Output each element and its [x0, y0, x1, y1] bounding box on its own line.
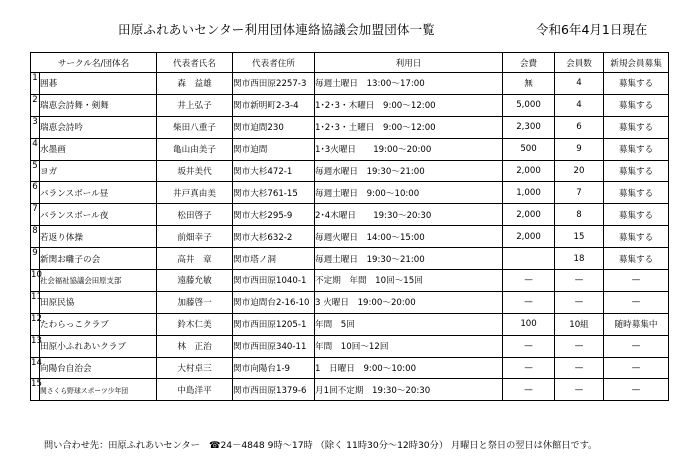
fee: — — [503, 291, 555, 313]
member-count: 10組 — [555, 313, 604, 335]
recruit-status: — — [604, 357, 669, 379]
row-number: 6 — [31, 182, 40, 204]
schedule: 毎週水曜日 19:30～21:00 — [315, 160, 503, 182]
table-row — [31, 94, 669, 116]
row-number: 3 — [31, 116, 40, 138]
fee: 2,000 — [503, 226, 555, 248]
recruit-status: — — [604, 335, 669, 357]
group-name: 田原小ふれあいクラブ — [40, 335, 157, 357]
fee: 無 — [503, 73, 555, 95]
fee: 1,000 — [503, 182, 555, 204]
group-name: 向陽台自治会 — [40, 357, 157, 379]
representative: 加藤啓一 — [157, 291, 233, 313]
table-row — [31, 357, 669, 379]
recruit-status: 募集する — [604, 248, 669, 270]
fee — [503, 248, 555, 270]
table-row — [31, 226, 669, 248]
column-header-members: 会員数 — [555, 53, 604, 73]
table-row — [31, 379, 669, 401]
row-number: 8 — [31, 226, 40, 248]
row-number: 13 — [31, 335, 40, 357]
fee: 2,300 — [503, 116, 555, 138]
member-count: 8 — [555, 204, 604, 226]
column-header-rep: 代表者氏名 — [157, 53, 233, 73]
group-roster-table — [30, 52, 669, 401]
group-name: 若返り体操 — [40, 226, 157, 248]
address: 関市西田原1040-1 — [233, 270, 315, 292]
group-name: 水墨画 — [40, 138, 157, 160]
schedule: 1 日曜日 9:00～10:00 — [315, 357, 503, 379]
row-number: 5 — [31, 160, 40, 182]
member-count: — — [555, 291, 604, 313]
fee: 100 — [503, 313, 555, 335]
table-row — [31, 335, 669, 357]
address: 関市西田原340-11 — [233, 335, 315, 357]
column-header-name: サークル名/団体名 — [31, 53, 157, 73]
table-row — [31, 73, 669, 95]
row-number: 12 — [31, 313, 40, 335]
column-header-schedule: 利用日 — [315, 53, 503, 73]
address: 関市大杉632-2 — [233, 226, 315, 248]
table-header — [31, 53, 669, 73]
schedule: 毎週火曜日 14:00～15:00 — [315, 226, 503, 248]
member-count: 4 — [555, 73, 604, 95]
representative: 井上弘子 — [157, 94, 233, 116]
representative: 大村卓三 — [157, 357, 233, 379]
representative: 中島洋平 — [157, 379, 233, 401]
schedule: 年間 10回～12回 — [315, 335, 503, 357]
group-name: 新関お囃子の会 — [40, 248, 157, 270]
recruit-status: 募集する — [604, 160, 669, 182]
row-number: 9 — [31, 248, 40, 270]
member-count: 15 — [555, 226, 604, 248]
group-name: 瑞恵会詩舞・剣舞 — [40, 94, 157, 116]
column-header-address: 代表者住所 — [233, 53, 315, 73]
recruit-status: 募集する — [604, 73, 669, 95]
recruit-status: 募集する — [604, 226, 669, 248]
group-name: 関さくら野球スポーツ少年団 — [40, 379, 157, 401]
member-count: — — [555, 270, 604, 292]
schedule: 毎週土曜日 9:00～10:00 — [315, 182, 503, 204]
group-name: たわらっこクラブ — [40, 313, 157, 335]
member-count: — — [555, 357, 604, 379]
as-of-date: 令和6年4月1日現在 — [536, 22, 648, 37]
group-name: ヨガ — [40, 160, 157, 182]
schedule: 毎週土曜日 19:30～21:00 — [315, 248, 503, 270]
member-count: 20 — [555, 160, 604, 182]
row-number: 2 — [31, 94, 40, 116]
group-name: バランスボール昼 — [40, 182, 157, 204]
recruit-status: 募集する — [604, 204, 669, 226]
fee: 2,000 — [503, 160, 555, 182]
recruit-status: — — [604, 270, 669, 292]
fee: 5,000 — [503, 94, 555, 116]
contact-footer: 問い合わせ先：田原ふれあいセンター ☎24－4848 9時～17時 （除く 11時30分～12時30分） 月曜日と祭日の翌日は休館日です。 — [44, 440, 598, 451]
recruit-status: 募集する — [604, 116, 669, 138]
column-header-fee: 会費 — [503, 53, 555, 73]
representative: 高井 章 — [157, 248, 233, 270]
table-row — [31, 291, 669, 313]
address: 関市西田原1379-6 — [233, 379, 315, 401]
schedule: 1･2･3・土曜日 9:00～12:00 — [315, 116, 503, 138]
row-number: 15 — [31, 379, 40, 401]
recruit-status: 募集する — [604, 138, 669, 160]
representative: 林 正治 — [157, 335, 233, 357]
group-name: バランスボール夜 — [40, 204, 157, 226]
address: 関市塔ノ洞 — [233, 248, 315, 270]
schedule: 年間 5回 — [315, 313, 503, 335]
member-count: 6 — [555, 116, 604, 138]
representative: 遠藤允敏 — [157, 270, 233, 292]
fee: 2,000 — [503, 204, 555, 226]
row-number: 1 — [31, 73, 40, 95]
address: 関市向陽台1-9 — [233, 357, 315, 379]
recruit-status: — — [604, 379, 669, 401]
address: 関市迫間台2-16-10 — [233, 291, 315, 313]
address: 関市大杉472-1 — [233, 160, 315, 182]
table-row — [31, 248, 669, 270]
address: 関市迫間 — [233, 138, 315, 160]
fee: — — [503, 357, 555, 379]
table-row — [31, 138, 669, 160]
address: 関市迫間230 — [233, 116, 315, 138]
group-name: 瑞恵会詩吟 — [40, 116, 157, 138]
member-count: 18 — [555, 248, 604, 270]
member-count: — — [555, 335, 604, 357]
table-row — [31, 270, 669, 292]
schedule: 1･3火曜日 19:00～20:00 — [315, 138, 503, 160]
representative: 松田啓子 — [157, 204, 233, 226]
recruit-status: 随時募集中 — [604, 313, 669, 335]
table-row — [31, 116, 669, 138]
group-name: 田原民協 — [40, 291, 157, 313]
member-count: 7 — [555, 182, 604, 204]
schedule: 毎週土曜日 13:00～17:00 — [315, 73, 503, 95]
address: 関市西田原2257-3 — [233, 73, 315, 95]
fee: — — [503, 270, 555, 292]
row-number: 14 — [31, 357, 40, 379]
schedule: 3 火曜日 19:00～20:00 — [315, 291, 503, 313]
recruit-status: 募集する — [604, 182, 669, 204]
table-row — [31, 313, 669, 335]
member-count: 4 — [555, 94, 604, 116]
representative: 坂井美代 — [157, 160, 233, 182]
representative: 前畑幸子 — [157, 226, 233, 248]
fee: — — [503, 379, 555, 401]
schedule: 不定期 年間 10回～15回 — [315, 270, 503, 292]
schedule: 1･2･3・木曜日 9:00～12:00 — [315, 94, 503, 116]
column-header-recruit: 新規会員募集 — [604, 53, 669, 73]
representative: 井戸真由美 — [157, 182, 233, 204]
representative: 森 益雄 — [157, 73, 233, 95]
address: 関市大杉295-9 — [233, 204, 315, 226]
recruit-status: — — [604, 291, 669, 313]
fee: 500 — [503, 138, 555, 160]
schedule: 月1回不定期 19:30～20:30 — [315, 379, 503, 401]
schedule: 2･4木曜日 19:30～20:30 — [315, 204, 503, 226]
row-number: 4 — [31, 138, 40, 160]
group-name: 社会福祉協議会田原支部 — [40, 270, 157, 292]
table-row — [31, 160, 669, 182]
fee: — — [503, 335, 555, 357]
representative: 鈴木仁美 — [157, 313, 233, 335]
address: 関市新明町2-3-4 — [233, 94, 315, 116]
row-number: 11 — [31, 291, 40, 313]
page-title: 田原ふれあいセンター利用団体連絡協議会加盟団体一覧 — [118, 22, 436, 37]
table-row — [31, 182, 669, 204]
representative: 亀山由美子 — [157, 138, 233, 160]
member-count: 9 — [555, 138, 604, 160]
group-name: 囲碁 — [40, 73, 157, 95]
row-number: 7 — [31, 204, 40, 226]
table-row — [31, 204, 669, 226]
address: 関市大杉761-15 — [233, 182, 315, 204]
recruit-status: 募集する — [604, 94, 669, 116]
representative: 柴田八重子 — [157, 116, 233, 138]
row-number: 10 — [31, 270, 40, 292]
address: 関市西田原1205-1 — [233, 313, 315, 335]
member-count: — — [555, 379, 604, 401]
